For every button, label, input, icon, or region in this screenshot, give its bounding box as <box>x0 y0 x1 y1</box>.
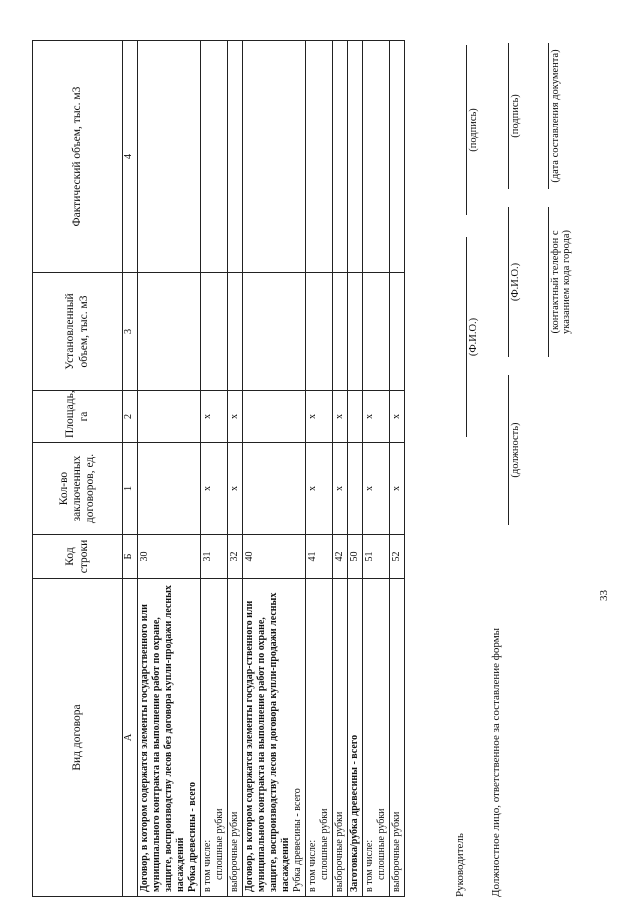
table-row <box>243 41 306 897</box>
table-row <box>390 41 405 897</box>
cell-actual-volume <box>306 41 333 273</box>
cell-count <box>138 443 201 535</box>
section-heading: Договор, в котором содержатся элементы государственного или муниципального контракта на выполнение работ по охране, защите, воспроизводству лесов без договора купли-продажи лесных насаждений <box>139 585 186 892</box>
cell-set-volume <box>306 273 333 391</box>
phone-caption: (контактный телефон с указанием кода города) <box>550 230 572 334</box>
cell-set-volume <box>363 273 390 391</box>
table-row <box>363 41 390 897</box>
cell-set-volume <box>348 273 363 391</box>
cell-area: x <box>390 391 405 443</box>
date-caption: (дата составления документа) <box>550 49 561 183</box>
row-code: 30 <box>138 535 201 579</box>
cell-area: x <box>228 391 243 443</box>
cell-area: x <box>363 391 390 443</box>
column-number-row <box>123 41 138 897</box>
head-fio-caption: (Ф.И.О.) <box>468 317 479 357</box>
row-total-label: Рубка древесины - всего <box>292 788 303 892</box>
head-signature-caption: (подпись) <box>468 108 479 152</box>
phone-line <box>548 207 549 357</box>
table-row <box>228 41 243 897</box>
date-line <box>548 43 549 189</box>
table-row <box>348 41 363 897</box>
cell-set-volume <box>138 273 201 391</box>
head-signature-line <box>466 45 467 215</box>
colnum-4: 4 <box>123 41 138 273</box>
position-caption: (должность) <box>510 422 521 478</box>
table-row <box>333 41 348 897</box>
row-total-label: Рубка древесины - всего <box>187 781 198 892</box>
row-subheading: в том числе: <box>307 839 318 892</box>
row-subheading: в том числе: <box>202 839 213 892</box>
row-code: 51 <box>363 535 390 579</box>
cell-area <box>243 391 306 443</box>
row-label <box>138 579 201 897</box>
cell-count: x <box>228 443 243 535</box>
row-code: 32 <box>228 535 243 579</box>
cell-area: x <box>201 391 228 443</box>
row-subheading: в том числе: <box>364 839 375 892</box>
cell-area <box>348 391 363 443</box>
section-heading: Договор, в котором содержатся элементы государ-ственного или муниципального контракта на выполнение работ по охране, защите, воспроизводству лесов и договора купли-продажи лесных насаждений <box>244 592 291 892</box>
colnum-a: А <box>123 579 138 897</box>
header-line-code: Код строки <box>33 535 123 579</box>
responsible-fio-line <box>508 207 509 357</box>
cell-area <box>138 391 201 443</box>
head-label: Руководитель <box>454 833 466 897</box>
table-row <box>138 41 201 897</box>
header-area: Площадь, га <box>33 391 123 443</box>
row-label: Заготовка/рубка древесины - всего <box>348 579 363 897</box>
cell-count <box>243 443 306 535</box>
header-contract-type: Вид договора <box>33 579 123 897</box>
responsible-signature-line <box>508 43 509 189</box>
header-set-volume: Установленный объем, тыс. м3 <box>33 273 123 391</box>
colnum-3: 3 <box>123 273 138 391</box>
responsible-label: Должностное лицо, ответственное за составление формы <box>490 627 502 897</box>
position-line <box>508 375 509 525</box>
cell-set-volume <box>201 273 228 391</box>
row-code: 50 <box>348 535 363 579</box>
cell-actual-volume <box>228 41 243 273</box>
cell-set-volume <box>243 273 306 391</box>
row-label: выборочные рубки <box>390 579 405 897</box>
row-clear-cut-label: сплошные рубки <box>214 808 225 880</box>
row-code: 40 <box>243 535 306 579</box>
cell-actual-volume <box>138 41 201 273</box>
cell-set-volume <box>228 273 243 391</box>
row-label: выборочные рубки <box>333 579 348 897</box>
responsible-signature-caption: (подпись) <box>510 94 521 138</box>
colnum-2: 2 <box>123 391 138 443</box>
cell-actual-volume <box>201 41 228 273</box>
head-fio-line <box>466 237 467 437</box>
cell-actual-volume <box>333 41 348 273</box>
cell-count <box>348 443 363 535</box>
cell-actual-volume <box>348 41 363 273</box>
row-code: 31 <box>201 535 228 579</box>
cell-count: x <box>306 443 333 535</box>
row-label <box>243 579 306 897</box>
colnum-1: 1 <box>123 443 138 535</box>
table-row <box>306 41 333 897</box>
row-code: 41 <box>306 535 333 579</box>
cell-actual-volume <box>363 41 390 273</box>
cell-set-volume <box>390 273 405 391</box>
cell-count: x <box>363 443 390 535</box>
report-table <box>32 40 405 897</box>
row-label: выборочные рубки <box>228 579 243 897</box>
cell-actual-volume <box>390 41 405 273</box>
cell-count: x <box>201 443 228 535</box>
page-number: 33 <box>598 590 610 601</box>
row-label <box>201 579 228 897</box>
row-label <box>363 579 390 897</box>
row-label <box>306 579 333 897</box>
cell-set-volume <box>333 273 348 391</box>
cell-area: x <box>306 391 333 443</box>
cell-count: x <box>390 443 405 535</box>
header-contract-count: Кол-во заключенных договоров, ед. <box>33 443 123 535</box>
cell-actual-volume <box>243 41 306 273</box>
table-row <box>201 41 228 897</box>
row-code: 42 <box>333 535 348 579</box>
header-actual-volume: Фактический объем, тыс. м3 <box>33 41 123 273</box>
responsible-fio-caption: (Ф.И.О.) <box>510 262 521 302</box>
row-clear-cut-label: сплошные рубки <box>319 808 330 880</box>
colnum-b: Б <box>123 535 138 579</box>
row-code: 52 <box>390 535 405 579</box>
cell-area: x <box>333 391 348 443</box>
row-clear-cut-label: сплошные рубки <box>376 808 387 880</box>
cell-count: x <box>333 443 348 535</box>
